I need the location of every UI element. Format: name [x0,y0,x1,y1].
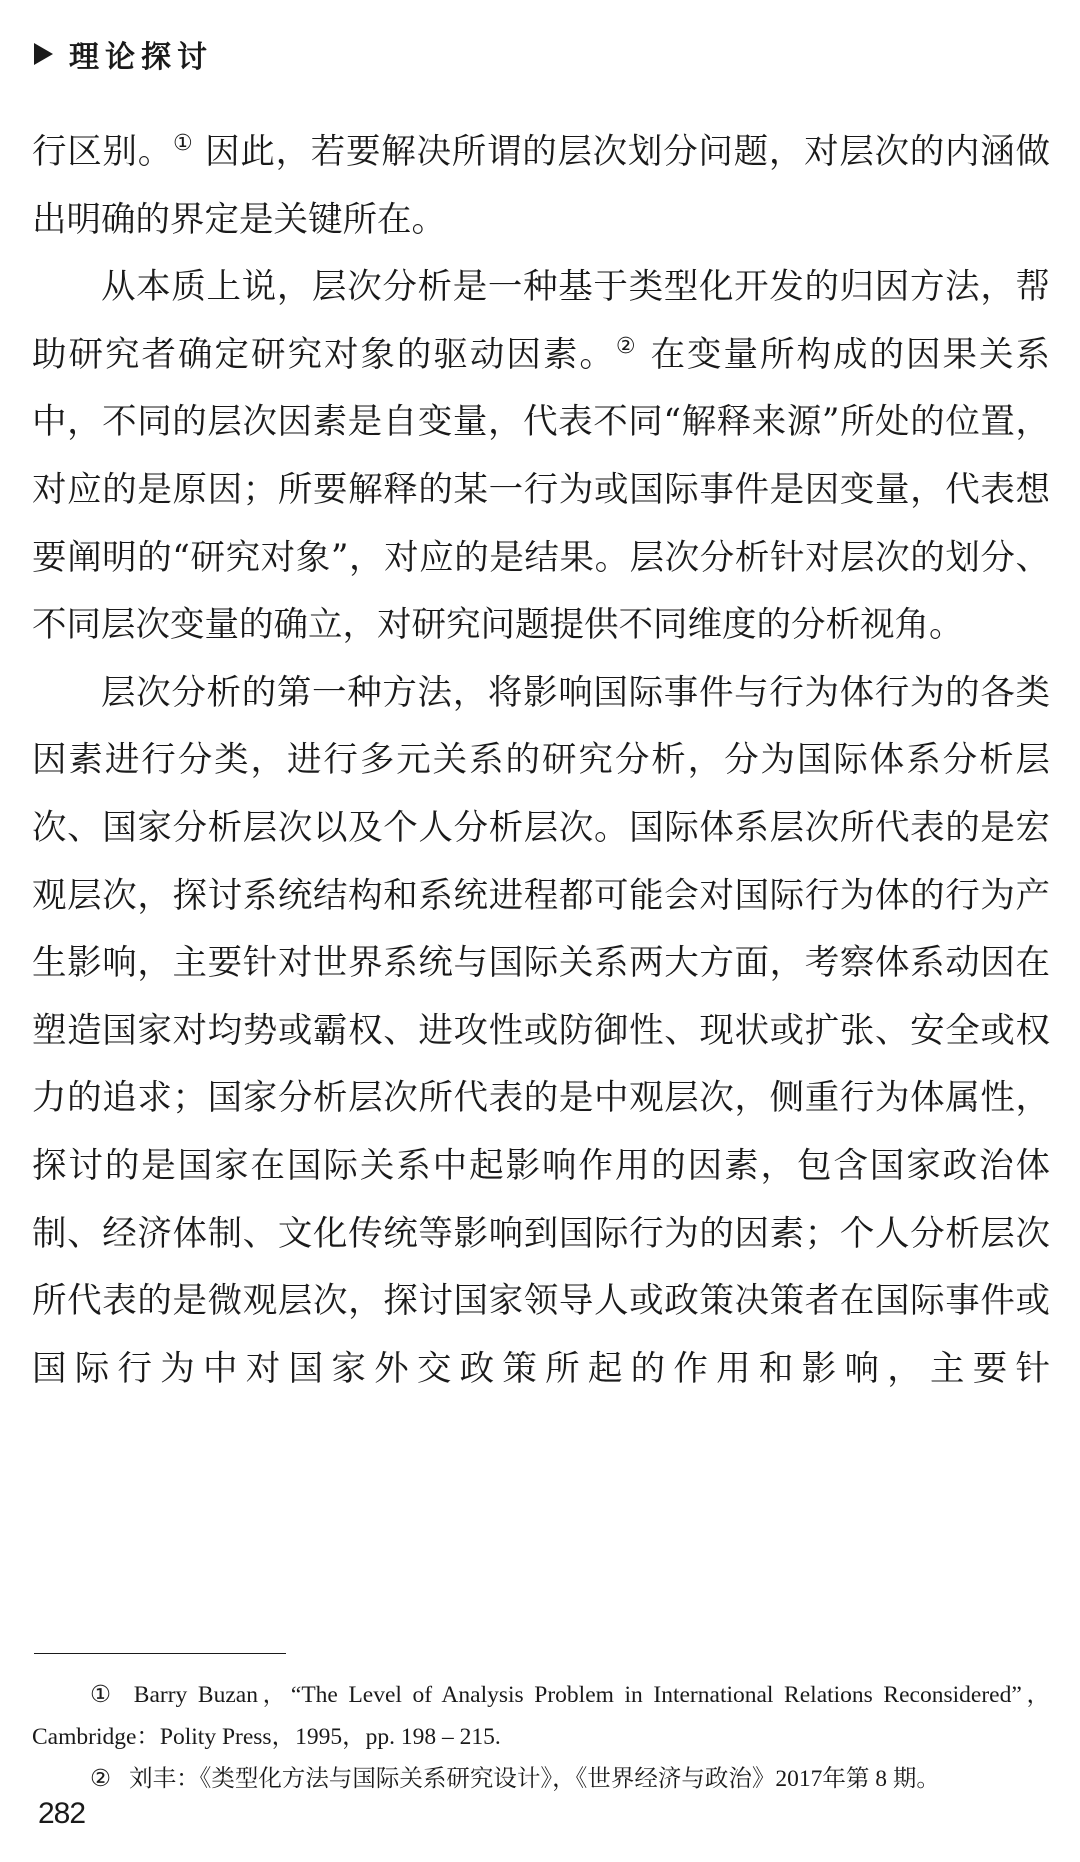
footnote-1-mark: ① [90,1682,116,1708]
paragraph-3 [32,660,1050,1404]
paragraph-1-text-a: 行区别。 [32,132,173,172]
paragraph-2-text-b: 在变量所构成的因果关系中，不同的层次因素是自变量，代表不同“解释来源”所处的位置，对应的是原因；所要解释的某一行为或国际事件是因变量，代表想要阐明的“研究对象”，对应的是结果。层次分析针对层次的划分、不同层次变量的确立，对研究问题提供不同维度的分析视角。 [32,334,1050,646]
footnote-2 [32,1758,1050,1800]
footnote-ref-2: ② [615,333,638,359]
main-text [32,119,1050,1403]
paragraph-2 [32,254,1050,660]
footnote-2-mark: ② [90,1766,112,1792]
page-number: 282 [38,1797,86,1830]
paragraph-2-text-a: 从本质上说，层次分析是一种基于类型化开发的归因方法，帮助研究者确定研究对象的驱动因素。 [32,267,1050,375]
paragraph-3-text: 层次分析的第一种方法，将影响国际事件与行为体行为的各类因素进行分类，进行多元关系的研究分析，分为国际体系分析层次、国家分析层次以及个人分析层次。国际体系层次所代表的是宏观层次，探讨系统结构和系统进程都可能会对国际行为体的行为产生影响，主要针对世界系统与国际关系两大方面，考察体系动因在塑造国家对均势或霸权、进攻性或防御性、现状或扩张、安全或权力的追求；国家分析层次所代表的是中观层次，侧重行为体属性，探讨的是国家在国际关系中起影响作用的因素，包含国家政治体制、经济体制、文化传统等影响到国际行为的因素；个人分析层次所代表的是微观层次，探讨国家领导人或政策决策者在国际事件或国际行为中对国家外交政策所起的作用和影响，主要针 [32,672,1050,1389]
paragraph-1 [32,119,1050,254]
footnotes [32,1674,1050,1800]
running-header [34,34,213,74]
footnote-divider [34,1653,286,1654]
paragraph-1-text-b: 因此，若要解决所谓的层次划分问题，对层次的内涵做出明确的界定是关键所在。 [32,132,1050,240]
footnote-1 [32,1674,1050,1758]
running-header-title: 理论探讨 [69,40,213,75]
footnote-ref-1: ① [172,131,194,156]
footnote-2-text: 刘丰：《类型化方法与国际关系研究设计》，《世界经济与政治》2017年第 8 期。 [129,1766,940,1792]
footnote-1-text: Barry Buzan，“The Level of Analysis Problem in International Relations Reconsidered”，Cambridge：Polity Press，1995，pp. 198 – 215. [32,1682,1050,1750]
triangle-marker-icon [34,43,53,65]
